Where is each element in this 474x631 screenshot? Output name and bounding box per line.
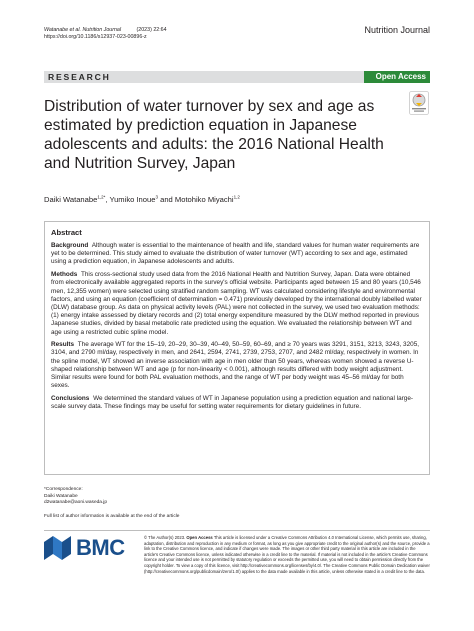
license-open-access: Open Access bbox=[186, 535, 213, 540]
section-text: This cross-sectional study used data from the 2016 National Health and Nutrition Survey, Japan. Data were obtained from electronically available aggregated reports in the survey's official website. Participants aged between 15 and 80 years (10,546 men, 12,355 women) were selected using stratified random sampling. WT was calculated considering lifestyle and environmental factors, and using an equation (coefficient of determination = 0.471) previously developed by the international doubly labelled water (DLW) database group. As data on physical activity levels (PAL) were not collected in the survey, we used two evaluation methods: (1) energy intake assessed by dietary records and (2) total energy expenditure measured by the DLW method reported in previous Japanese studies, divided by basal metabolic rate predicted using the equation. We evaluated the relationship between WT and age using a restricted cubic spline model. bbox=[51, 271, 422, 336]
license-text: This article is licensed under a Creative Commons Attribution 4.0 International License, which permits use, sharing, adaptation, distribution and reproduction in any medium or format, as long as you give appropriate credit to the original author(s) and the source, provide a link to the Creative Commons licence, and indicate if changes were made. The images or other third party material in this article are included in the article's Creative Commons licence, unless indicated otherwise in a credit line to the material. If material is not included in the article's Creative Commons licence and your intended use is not permitted by statutory regulation or exceeds the permitted use, you will need to obtain permission directly from the copyright holder. To view a copy of this licence, visit http://creativecommons.org/licenses/by/4.0/. The Creative Commons Public Domain Dedication waiver (http://creativecommons.org/publicdomain/zero/1.0/) applies to the data made available in this article, unless otherwise stated in a credit line to the data. bbox=[144, 535, 430, 574]
section-label: Background bbox=[51, 242, 89, 249]
correspondence-email[interactable]: d2watanabe@aoni.waseda.jp bbox=[44, 500, 108, 505]
abstract-background bbox=[51, 242, 423, 267]
section-text: Although water is essential to the maintenance of health and life, standard values for human water requirements are yet to be determined. This study aimed to evaluate the distribution of water turnover (WT) according to sex and age, estimated using a prediction equation, in Japanese adolescents and adults. bbox=[51, 242, 420, 266]
publisher-logo bbox=[44, 536, 134, 560]
author-conjunction: and bbox=[160, 195, 173, 204]
journal-name: Nutrition Journal bbox=[364, 25, 430, 35]
license-year: © The Author(s) 2023. bbox=[144, 535, 186, 540]
check-for-updates-icon[interactable] bbox=[409, 91, 429, 115]
section-label: Results bbox=[51, 341, 75, 349]
running-head-authors: Watanabe et al. Nutrition Journal bbox=[44, 27, 122, 33]
abstract-box bbox=[44, 221, 430, 475]
bmc-logo-text: BMC bbox=[76, 535, 125, 560]
author-name[interactable]: Motohiko Miyachi bbox=[174, 195, 234, 204]
author-affiliation: 1,2* bbox=[97, 194, 106, 200]
article-type-label: RESEARCH bbox=[48, 72, 111, 82]
author-name[interactable]: Daiki Watanabe bbox=[44, 195, 98, 204]
author-affiliation: 1,2 bbox=[233, 194, 240, 200]
correspondence-block bbox=[44, 487, 107, 507]
bmc-logo-icon bbox=[44, 536, 72, 560]
running-head bbox=[44, 27, 167, 41]
open-access-badge: Open Access bbox=[364, 71, 430, 83]
author-name[interactable]: Yumiko Inoue bbox=[109, 195, 156, 204]
section-label: Conclusions bbox=[51, 394, 90, 402]
author-list: Daiki Watanabe$^{1,2*}$, Yumiko Inoue$^3$ and Motohiko Miyachi$^{1,2}$ bbox=[44, 194, 240, 204]
abstract-conclusions bbox=[51, 395, 423, 411]
section-text: We determined the standard values of WT in Japanese population using a prediction equation and national large-scale survey data. These findings may be useful for setting water requirements for dietary guidelines in future. bbox=[51, 394, 413, 411]
abstract-results bbox=[51, 341, 423, 390]
footer-divider bbox=[44, 530, 430, 531]
section-text: The average WT for the 15–19, 20–29, 30–39, 40–49, 50–59, 60–69, and ≥ 70 years was 3291, 3151, 3213, 3243, 3205, 3104, and 2790 ml/day, respectively in men, and 2641, 2594, 2741, 2739, 2753, 2707, and 2482 ml/day, respectively in women. In the spline model, WT showed an inverse association with age in men older than 50 years, whereas women showed a reverse U-shaped relationship between WT and age (p for non-linearity < 0.001), although results differed with body weight adjustment. Similar results were found for both PAL evaluation methods, and the range of WT per body weight was 45–56 ml/day for both sexes. bbox=[51, 341, 420, 390]
article-title: Distribution of water turnover by sex and age as estimated by prediction equation in Japanese adolescents and adults: the 2016 National Health and Nutrition Survey, Japan bbox=[44, 98, 384, 172]
correspondence-label: *Correspondence: bbox=[44, 487, 83, 492]
author-info-note: Full list of author information is available at the end of the article bbox=[44, 514, 180, 519]
section-label: Methods bbox=[51, 271, 78, 279]
article-type-banner bbox=[44, 71, 430, 83]
abstract-heading: Abstract bbox=[51, 228, 82, 237]
abstract-methods bbox=[51, 271, 423, 337]
author-affiliation: 3 bbox=[155, 194, 158, 200]
correspondence-name: Daiki Watanabe bbox=[44, 493, 78, 499]
doi-link[interactable]: https://doi.org/10.1186/s12937-023-00896-z bbox=[44, 34, 147, 40]
license-statement bbox=[144, 535, 430, 574]
running-head-year: (2023) 22:64 bbox=[136, 27, 167, 33]
